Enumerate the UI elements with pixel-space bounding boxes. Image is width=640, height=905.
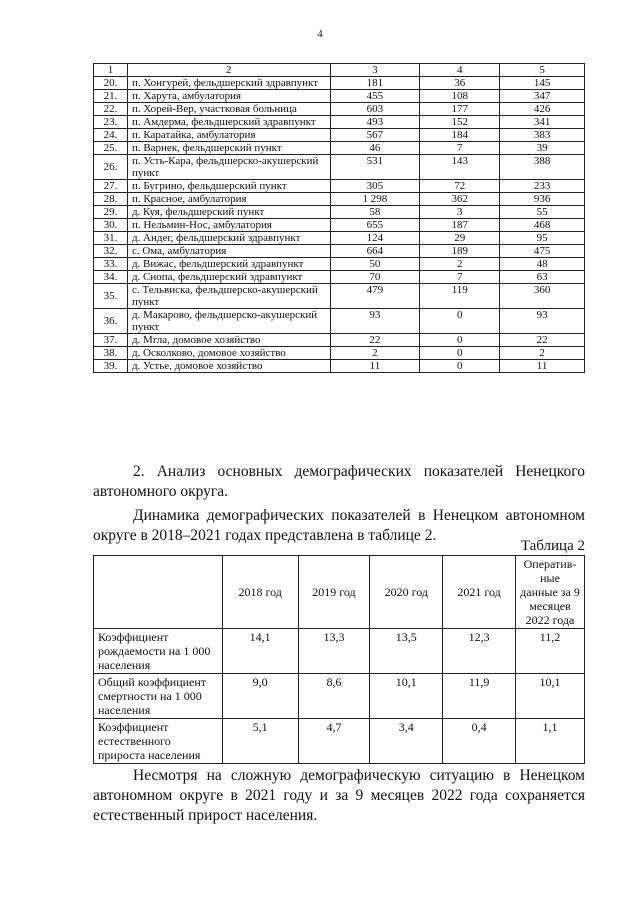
table-cell: 2020 год — [370, 556, 443, 629]
table-cell: п. Бугрино, фельдшерский пункт — [127, 180, 330, 193]
table-cell: 468 — [500, 219, 585, 232]
table-cell: 3 — [330, 64, 420, 77]
table-row — [94, 360, 585, 373]
table-cell: 108 — [420, 90, 500, 103]
table-row — [94, 258, 585, 271]
table-cell: 23. — [94, 116, 128, 129]
table-cell: 30. — [94, 219, 128, 232]
table-cell: 35. — [94, 284, 128, 309]
table-cell: 39 — [500, 142, 585, 155]
table-cell: 50 — [330, 258, 420, 271]
table-cell: 29 — [420, 232, 500, 245]
table-cell: д. Андег, фельдшерский здравпункт — [127, 232, 330, 245]
table-cell: 29. — [94, 206, 128, 219]
table-cell: 32. — [94, 245, 128, 258]
table-cell: Коэффициент естественного прироста населения — [94, 719, 223, 764]
table-cell: 233 — [500, 180, 585, 193]
table-cell: 189 — [420, 245, 500, 258]
table-cell: 11,9 — [443, 674, 516, 719]
table-cell: п. Хорей-Вер, участковая больница — [127, 103, 330, 116]
table-row — [94, 142, 585, 155]
page-number: 4 — [317, 28, 323, 40]
table-row — [94, 309, 585, 334]
table-cell: 655 — [330, 219, 420, 232]
table-row — [94, 245, 585, 258]
table-cell: п. Красное, амбулатория — [127, 193, 330, 206]
table-cell: 177 — [420, 103, 500, 116]
table-cell: д. Вижас, фельдшерский здравпункт — [127, 258, 330, 271]
table-row — [94, 77, 585, 90]
table-cell: 25. — [94, 142, 128, 155]
table-cell: 26. — [94, 155, 128, 180]
table-cell: 2 — [500, 347, 585, 360]
table-cell: 341 — [500, 116, 585, 129]
table-cell: 143 — [420, 155, 500, 180]
table-cell: 11,2 — [516, 629, 585, 674]
table-cell: 93 — [500, 309, 585, 334]
table-cell: 37. — [94, 334, 128, 347]
table-cell: п. Варнек, фельдшерский пункт — [127, 142, 330, 155]
table-cell: п. Нельмин-Нос, амбулатория — [127, 219, 330, 232]
table-cell: 187 — [420, 219, 500, 232]
table-row — [94, 219, 585, 232]
table-cell: 493 — [330, 116, 420, 129]
table-cell: 36 — [420, 77, 500, 90]
table-cell: 664 — [330, 245, 420, 258]
table-cell: 305 — [330, 180, 420, 193]
table-cell: 0 — [420, 360, 500, 373]
table-cell: 20. — [94, 77, 128, 90]
table-cell: 2018 год — [222, 556, 298, 629]
table-cell: п. Амдерма, фельдшерский здравпункт — [127, 116, 330, 129]
table-cell: 475 — [500, 245, 585, 258]
table-header-row — [94, 556, 585, 629]
table-cell: 1 — [94, 64, 128, 77]
table-cell: 11 — [330, 360, 420, 373]
table-row — [94, 347, 585, 360]
table-cell: 145 — [500, 77, 585, 90]
table-cell: п. Каратайка, амбулатория — [127, 129, 330, 142]
table-cell: 936 — [500, 193, 585, 206]
table-cell: 426 — [500, 103, 585, 116]
table-cell: д. Куя, фельдшерский пункт — [127, 206, 330, 219]
table-cell: 10,1 — [516, 674, 585, 719]
demographics-table — [93, 555, 585, 764]
table-cell: 479 — [330, 284, 420, 309]
table-cell: 34. — [94, 271, 128, 284]
table-cell: 39. — [94, 360, 128, 373]
table-cell: 58 — [330, 206, 420, 219]
table-row — [94, 90, 585, 103]
table-cell: 70 — [330, 271, 420, 284]
table-row — [94, 180, 585, 193]
table-header-row — [94, 64, 585, 77]
table-cell: 11 — [500, 360, 585, 373]
table-cell: Общий коэффициент смертности на 1 000 населения — [94, 674, 223, 719]
table-cell: 2 — [330, 347, 420, 360]
table-cell: 14,1 — [222, 629, 298, 674]
table-cell: 124 — [330, 232, 420, 245]
table-cell: 0 — [420, 334, 500, 347]
table-cell: 13,5 — [370, 629, 443, 674]
table-cell: 9,0 — [222, 674, 298, 719]
table-row — [94, 193, 585, 206]
table-cell: 0,4 — [443, 719, 516, 764]
table-row — [94, 271, 585, 284]
table-cell: 63 — [500, 271, 585, 284]
table-cell: п. Усть-Кара, фельдшерско-акушерский пункт — [127, 155, 330, 180]
table-cell: 455 — [330, 90, 420, 103]
table-cell: 2 — [127, 64, 330, 77]
table-row — [94, 116, 585, 129]
table-cell: 152 — [420, 116, 500, 129]
table-cell: 567 — [330, 129, 420, 142]
table-row — [94, 232, 585, 245]
table-cell: д. Устье, домовое хозяйство — [127, 360, 330, 373]
table-cell: 27. — [94, 180, 128, 193]
table-cell: 5,1 — [222, 719, 298, 764]
table-row — [94, 629, 585, 674]
table-cell: 0 — [420, 347, 500, 360]
table-row — [94, 129, 585, 142]
table-cell: 10,1 — [370, 674, 443, 719]
table-cell: п. Харута, амбулатория — [127, 90, 330, 103]
table-cell: Коэффициент рождаемости на 1 000 населения — [94, 629, 223, 674]
table-cell: 388 — [500, 155, 585, 180]
table-cell: 22 — [500, 334, 585, 347]
table-cell: 2019 год — [298, 556, 370, 629]
table-cell: 2021 год — [443, 556, 516, 629]
table-cell: 36. — [94, 309, 128, 334]
conclusion-paragraph: Несмотря на сложную демографическую ситуацию в Ненецком автономном округе в 2021 году и за 9 месяцев 2022 года сохраняется естественный прирост населения. — [93, 767, 585, 824]
table-cell: п. Хонгурей, фельдшерский здравпункт — [127, 77, 330, 90]
table-cell: д. Макарово, фельдшерско-акушерский пункт — [127, 309, 330, 334]
table-cell: 21. — [94, 90, 128, 103]
table-cell: 48 — [500, 258, 585, 271]
intro-paragraph: Динамика демографических показателей в Ненецком автономном округе в 2018–2021 годах представлена в таблице 2. — [93, 507, 585, 544]
table-cell: д. Осколково, домовое хозяйство — [127, 347, 330, 360]
table-cell: 2 — [420, 258, 500, 271]
table-cell: 33. — [94, 258, 128, 271]
table-cell: 72 — [420, 180, 500, 193]
table-row — [94, 334, 585, 347]
table-row — [94, 155, 585, 180]
table-cell: 93 — [330, 309, 420, 334]
table-cell: 181 — [330, 77, 420, 90]
table-cell: 360 — [500, 284, 585, 309]
table-cell: 55 — [500, 206, 585, 219]
table-row — [94, 674, 585, 719]
table-cell: 603 — [330, 103, 420, 116]
table-cell: с. Ома, амбулатория — [127, 245, 330, 258]
table-cell: 5 — [500, 64, 585, 77]
table-cell: 1 298 — [330, 193, 420, 206]
table-cell: 347 — [500, 90, 585, 103]
table-cell: Оператив-ные данные за 9 месяцев 2022 года — [516, 556, 585, 629]
table-cell: 184 — [420, 129, 500, 142]
table-cell: 24. — [94, 129, 128, 142]
table-cell: 38. — [94, 347, 128, 360]
table-row — [94, 284, 585, 309]
table-cell: 7 — [420, 271, 500, 284]
table-cell: 1,1 — [516, 719, 585, 764]
section-heading-paragraph: 2. Анализ основных демографических показателей Ненецкого автономного округа. — [93, 463, 585, 500]
table-cell: 119 — [420, 284, 500, 309]
table-row — [94, 206, 585, 219]
table-row — [94, 719, 585, 764]
table-cell: 31. — [94, 232, 128, 245]
table-cell: д. Снопа, фельдшерский здравпункт — [127, 271, 330, 284]
table-cell — [94, 556, 223, 629]
table-cell: 7 — [420, 142, 500, 155]
table-cell: 95 — [500, 232, 585, 245]
table-cell: 28. — [94, 193, 128, 206]
table-cell: 22. — [94, 103, 128, 116]
table-cell: 3 — [420, 206, 500, 219]
table-row — [94, 103, 585, 116]
table-cell: с. Тельвиска, фельдшерско-акушерский пункт — [127, 284, 330, 309]
table-cell: 46 — [330, 142, 420, 155]
table-cell: 12,3 — [443, 629, 516, 674]
table-cell: 8,6 — [298, 674, 370, 719]
table-cell: 362 — [420, 193, 500, 206]
table-cell: 4 — [420, 64, 500, 77]
table2-caption: Таблица 2 — [520, 538, 585, 554]
table-cell: 4,7 — [298, 719, 370, 764]
table-cell: 531 — [330, 155, 420, 180]
table-cell: 0 — [420, 309, 500, 334]
table-cell: 383 — [500, 129, 585, 142]
table-cell: 3,4 — [370, 719, 443, 764]
table-cell: д. Мгла, домовое хозяйство — [127, 334, 330, 347]
facilities-table — [93, 63, 585, 373]
table-cell: 13,3 — [298, 629, 370, 674]
table-cell: 22 — [330, 334, 420, 347]
